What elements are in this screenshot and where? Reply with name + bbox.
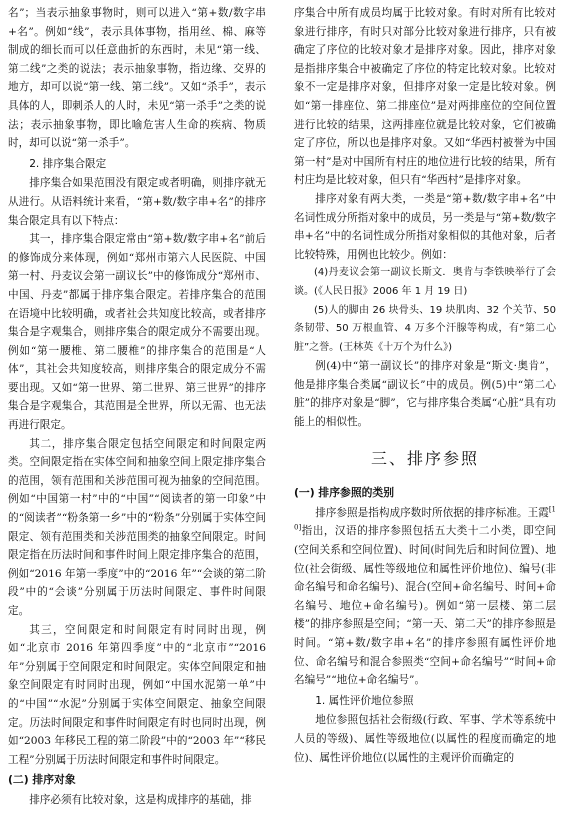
paragraph: 地位参照包括社会衔级(行政、军事、学术等系统中人员的等级)、属性等级地位(以属性的程度而确定的地位)、属性评价地位(以属性的主观评价而确定的	[294, 714, 556, 764]
subsection-heading: 2. 排序集合限定	[29, 157, 107, 170]
example-4: (4)丹麦议会第一副议长斯文．奥肯与李铁映举行了会谈。(《人民日报》2006 年 1 月 19 日)	[294, 267, 556, 297]
left-column	[8, 4, 266, 810]
paragraph: 其三，空间限定和时间限定有时同时出现，例如“北京市 2016 年第四季度”中的“北京市”“2016 年”分别属于空间限定和时间限定。实体空间限定和抽象空间限定有时同时出现，例如“中国水泥第一单”中的“中国”“水泥”分别属于实体空间限定、抽象空间限定。历法时间限定和事件时间限定有时也同时出现，例如“2003 年移民工程的第二阶段”中的“2003 年”“移民工程”分别属于历法时间限定和事件时间限定。	[8, 623, 266, 766]
paragraph: 排序必须有比较对象，这是构成排序的基础，排	[29, 793, 252, 806]
paragraph: 排序对象有两大类，一类是“第+数/数字串+名”中名词性成分所指对象中的成员，另一类是与“第+数/数字串+名”中的名词性成分所指对象相似的其他对象，后者比较特殊，用例也比较少。例如：	[294, 192, 556, 261]
paragraph	[294, 504, 556, 690]
citation[interactable]: [10]	[294, 505, 556, 532]
paragraph: 序集合中所有成员均属于比较对象。有时对所有比较对象进行排序，有时只对部分比较对象进行排序，只有被确定了序位的比较对象才是排序对象。因此，排序对象是指排序集合中被确定了序位的特定比较对象。比较对象不一定是排序对象，但排序对象一定是比较对象。例如“第一排座位、第二排座位”是对两排座位的空间位置进行比较的结果，这两排座位就是比较对象，它们被确定了序位，所以也是排序对象。又如“华西村被誉为中国第一村”是对中国所有村庄的地位进行比较的结果，所有村庄均是比较对象，但只有“华西村”是排序对象。	[294, 7, 556, 187]
text: 指出，汉语的排序参照包括五大类十二小类，即空间(空间关系和空间位置)、时间(时间先后和时间位置)、地位(社会街级、属性等级地位和属性评价地位)、编号(非命名编号和命名编号)、混合(空间+命名编号、时间+命名编号、地位+命名编号)。例如“第一层楼、第二层楼”的排序参照是空间；“第一天、第二天”的排序参照是时间。“第+数/数字串+名”的排序参照有属性评价地位、命名编号和混合参照类“空间+命名编号”“时间+命名编号”“地位+命名编号”。	[294, 525, 556, 687]
paragraph: 名”；当表示抽象事物时，则可以进入“第+数/数字串+名”。例如“线”，表示具体事物，指用丝、棉、麻等制成的细长而可以任意曲折的东西时，未见“第一线、第二线”之类的说法；表示抽象事物，指边缘、交界的地方，却可以说“第一线、第二线”。又如“杀手”，表示具体的人，即刺杀人的人时，未见“第一杀手”之类的说法；表示抽象事物，即比喻危害人生命的疾病、物质时，却可以说“第一杀手”。	[8, 7, 266, 150]
text: 排序参照是指构成序数时所依据的排序标准。王霞	[315, 506, 549, 519]
paragraph: 例(4)中“第一副议长”的排序对象是“斯文·奥肯”，他是排序集合类属“副议长”中的成员。例(5)中“第二心脏”的排序对象是“脚”，它与排序集合类属“心脏”具有功能上的相似性。	[294, 360, 556, 429]
section-title: 三、排序参照	[370, 448, 479, 468]
paragraph: 其一，排序集合限定常由“第+数/数字串+名”前后的修饰成分来体现，例如“郑州市第六人民医院、中国第一村、丹麦议会第一副议长”中的修饰成分“郑州市、中国、丹麦”都属于排序集合限定。若排序集合的范围在语境中比较明确，或者社会共知度比较高，或者排序集合是字观集合，则排序集合的限定成分不需要出现。例如“第一腰椎、第二腰椎”的排序集合的范围是“人体”，其社会共知度较高，则排序集合的限定成分不需要出现。又如“第一世界、第二世界、第三世界”的排序集合是字观集合，其范围是全世界，所以无需、也无法再进行限定。	[8, 233, 266, 432]
section-heading: (一) 排序参照的类别	[294, 486, 395, 500]
subsection-heading: 1. 属性评价地位参照	[315, 694, 414, 707]
section-heading: (二) 排序对象	[8, 773, 76, 787]
example-5: (5)人的脚由 26 块骨头、19 块肌肉、32 个关节、50 条韧带、50 万根血管、4 万多个汗腺等构成，有“第二心脏”之誉。(王林英《十万个为什么》)	[294, 304, 556, 353]
paragraph: 其二，排序集合限定包括空间限定和时间限定两类。空间限定指在实体空间和抽象空间上限定排序集合的范围，领有范围和关涉范围可视为抽象的空间范围。例如“中国第一村”中的“中国”“阅读者的第一印象”中的“阅读者”“粉条第一乡”中的“粉条”分别属于实体空间限定、领有范围类和关涉范围类的抽象空间限定。时间限定指在历法时间和事件时间上限定排序集合的范围，例如“2016 年第一季度”中的“2016 年”“会谈的第二阶段”中的“会谈”分别属于历法时间限定、事件时间限定。	[8, 437, 266, 617]
paragraph: 排序集合如果范围没有限定或者明确，则排序就无从进行。从语料统计来看，“第+数/数字串+名”的排序集合限定具有以下特点：	[8, 177, 266, 227]
right-column	[294, 4, 556, 767]
